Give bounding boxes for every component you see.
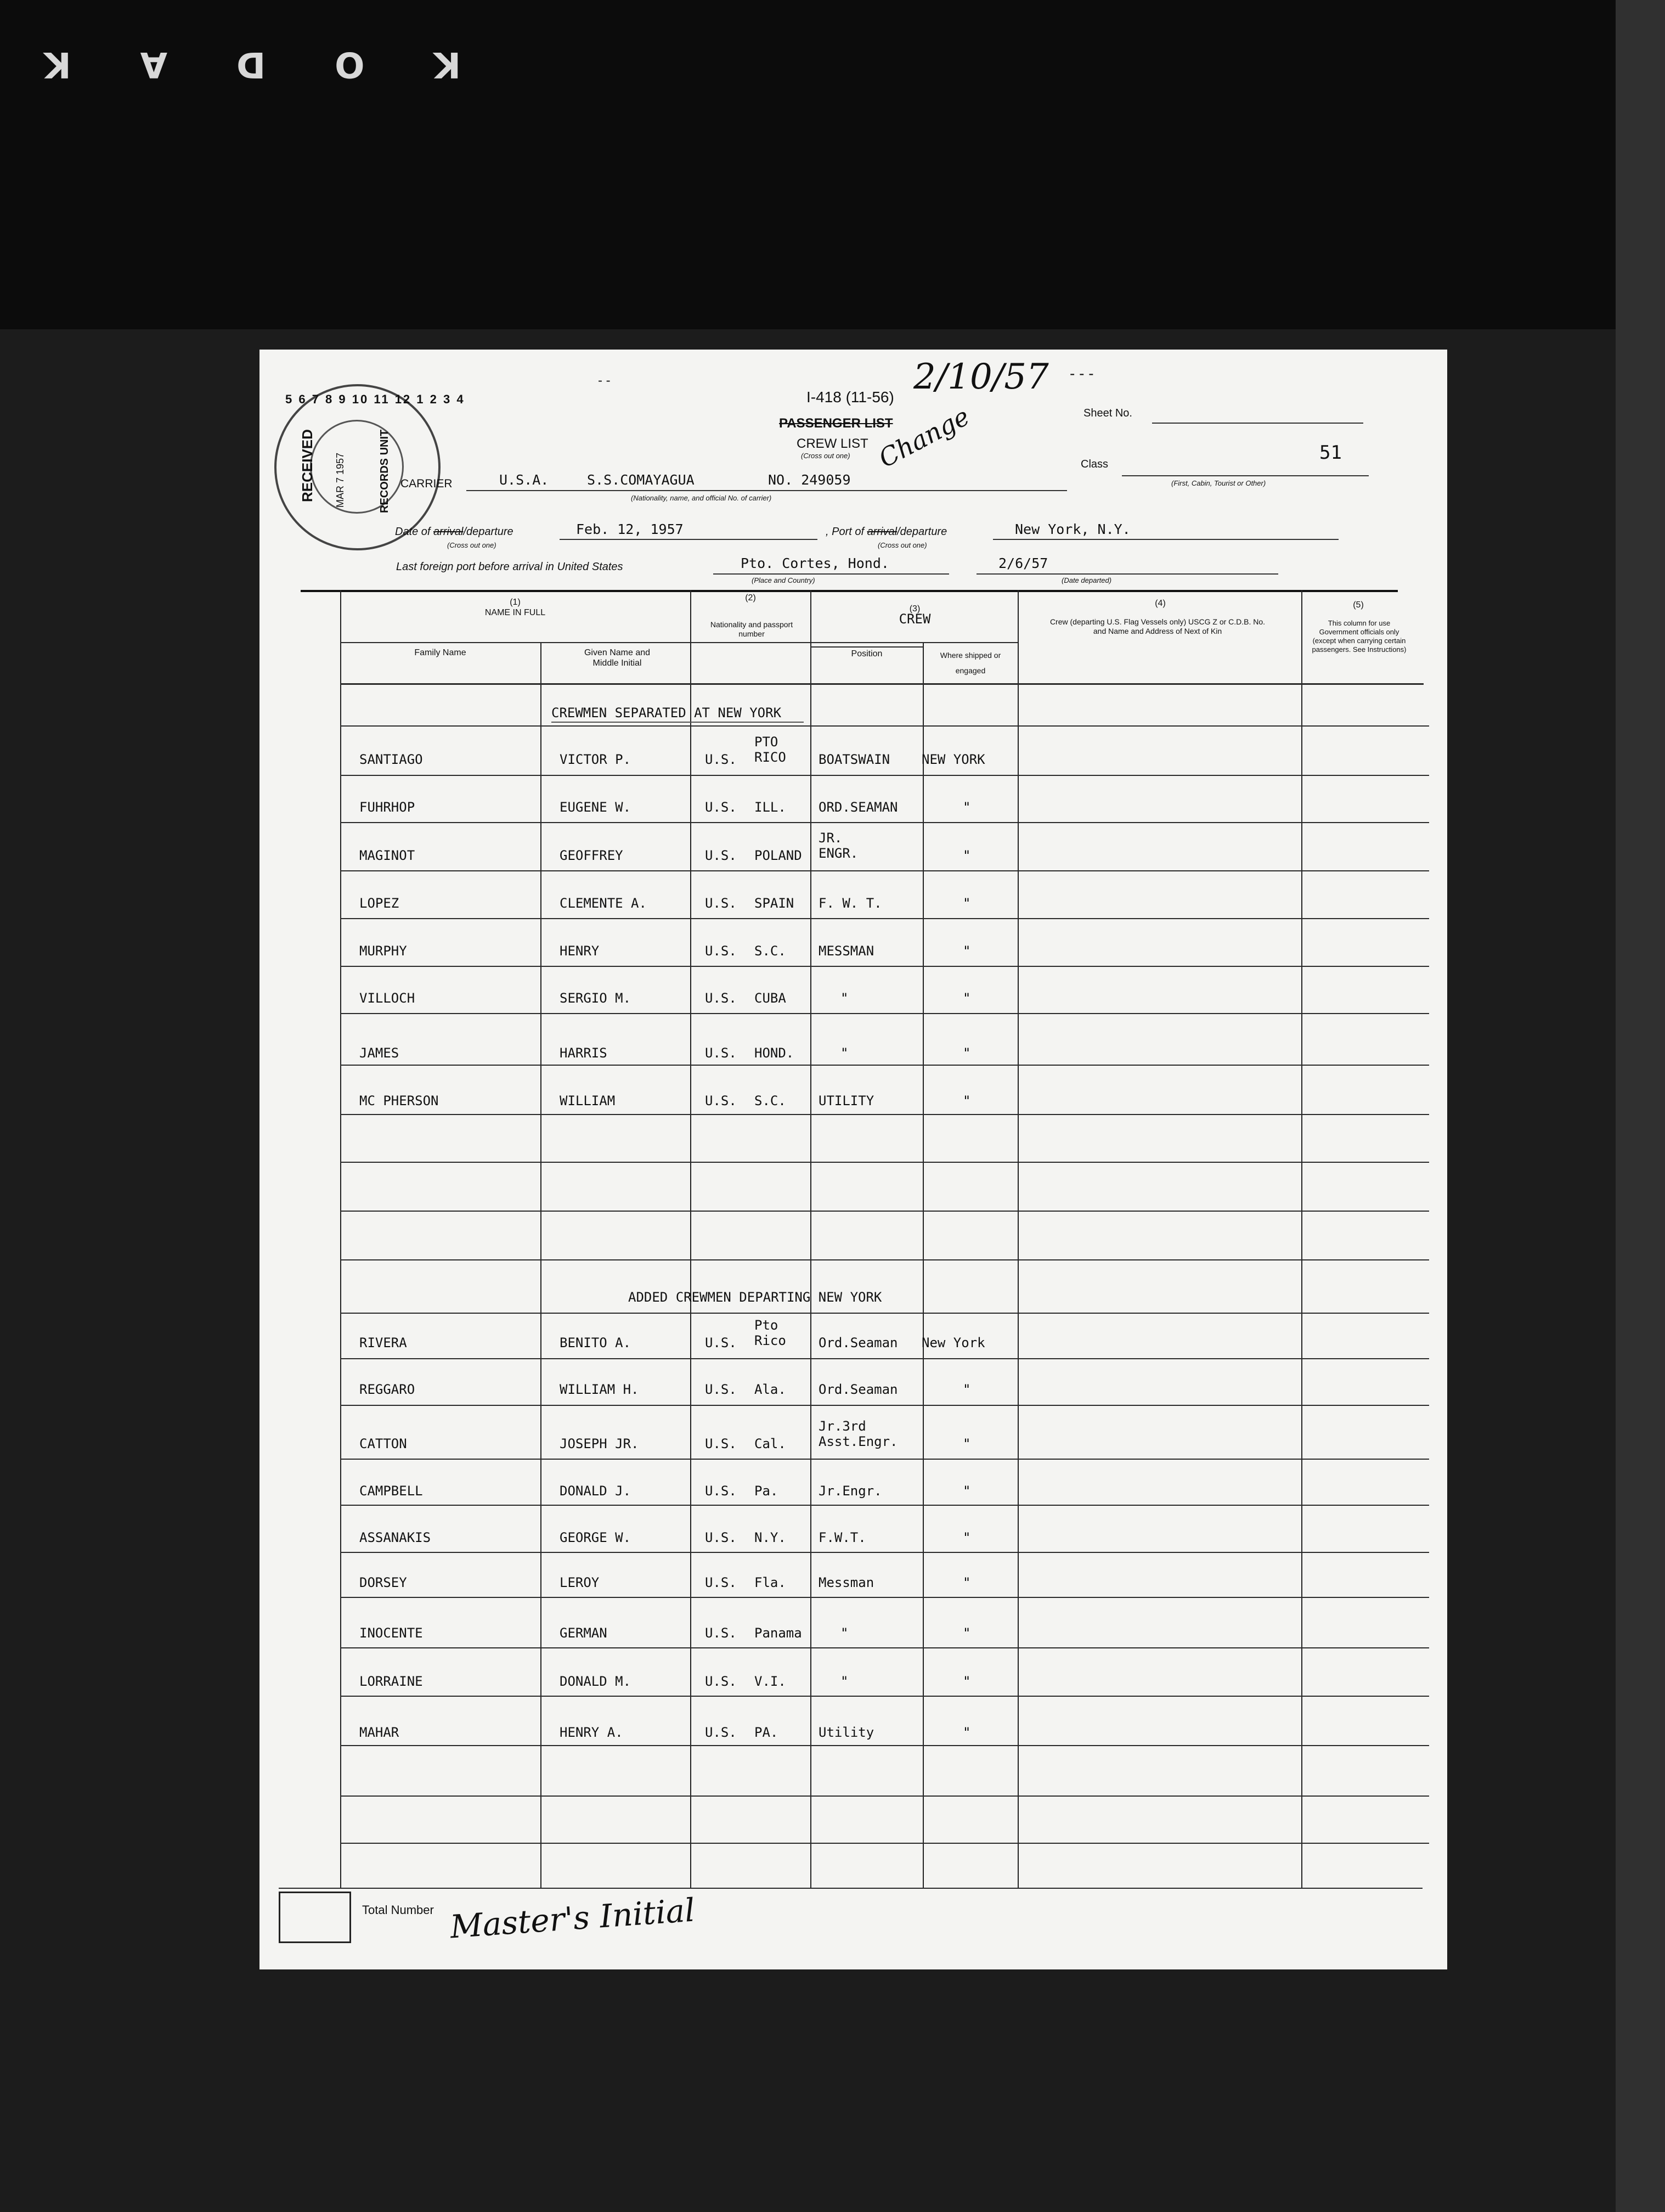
date-label	[395, 526, 513, 538]
row-given: HENRY A.	[560, 1725, 623, 1740]
row-family: MC PHERSON	[359, 1093, 439, 1108]
row-given: WILLIAM H.	[560, 1382, 639, 1397]
row-divider	[340, 1843, 1429, 1844]
last-port-value: Pto. Cortes, Hond.	[741, 555, 889, 571]
row-divider	[340, 1459, 1429, 1460]
row-origin: Pto Rico	[754, 1318, 786, 1348]
col2-number: (2)	[745, 593, 756, 603]
table-header-divider	[340, 642, 1018, 643]
class-note: (First, Cabin, Tourist or Other)	[1171, 479, 1266, 487]
row-given: LEROY	[560, 1575, 600, 1590]
col1-header	[340, 597, 690, 618]
row-origin: Panama	[754, 1625, 802, 1641]
row-given: VICTOR P.	[560, 752, 631, 767]
table-col-line	[690, 590, 691, 1888]
row-where: "	[963, 1530, 971, 1545]
row-given: DONALD M.	[560, 1674, 631, 1689]
class-line	[1122, 475, 1369, 476]
film-brand	[44, 44, 461, 85]
stamp-date: MAR 7 1957	[335, 452, 346, 508]
row-divider	[340, 1114, 1429, 1115]
row-divider	[340, 1358, 1429, 1359]
col3-header	[812, 604, 1018, 627]
section-added-label: ADDED CREWMEN DEPARTING NEW YORK	[628, 1290, 882, 1305]
row-position: "	[840, 990, 849, 1006]
row-nat: U.S.	[705, 1483, 737, 1499]
table-bottom-rule	[279, 1888, 1423, 1889]
carrier-official-no: NO. 249059	[768, 472, 851, 488]
row-position: UTILITY	[819, 1093, 874, 1108]
col5-header	[1303, 600, 1413, 610]
port-value: New York, N.Y.	[1015, 521, 1131, 537]
row-origin: Cal.	[754, 1436, 786, 1451]
row-position: F. W. T.	[819, 896, 882, 911]
row-family: MURPHY	[359, 943, 407, 959]
date-label-a: Date of	[395, 526, 431, 538]
row-family: INOCENTE	[359, 1625, 423, 1641]
row-family: CATTON	[359, 1436, 407, 1451]
table-col-line	[540, 643, 541, 1888]
row-family: LOPEZ	[359, 896, 399, 911]
row-given: SERGIO M.	[560, 990, 631, 1006]
row-family: LORRAINE	[359, 1674, 423, 1689]
row-where: "	[963, 1045, 971, 1061]
row-family: SANTIAGO	[359, 752, 423, 767]
given-name-header: Given Name and Middle Initial	[584, 648, 651, 668]
col4-number: (4)	[1155, 599, 1166, 608]
table-top-rule	[301, 590, 1398, 592]
row-given: EUGENE W.	[560, 800, 631, 815]
col4-title: Crew (departing U.S. Flag Vessels only) USCG Z or C.D.B. No. and Name and Address of Next of Kin	[1049, 617, 1266, 635]
row-divider	[340, 1013, 1429, 1014]
row-nat: U.S.	[705, 896, 737, 911]
brand-letter: A	[140, 44, 168, 85]
row-position: MESSMAN	[819, 943, 874, 959]
row-divider	[340, 1065, 1429, 1066]
row-origin: Fla.	[754, 1575, 786, 1590]
row-divider	[340, 1313, 1429, 1314]
row-position: Ord.Seaman	[819, 1335, 898, 1350]
row-given: WILLIAM	[560, 1093, 616, 1108]
list-title: CREW LIST	[797, 436, 868, 451]
last-port-label: Last foreign port before arrival in United States	[396, 561, 623, 573]
row-position: "	[840, 1045, 849, 1061]
row-divider	[340, 1647, 1429, 1648]
row-origin: HOND.	[754, 1045, 794, 1061]
date-departed-line	[977, 573, 1278, 575]
row-origin: ILL.	[754, 800, 786, 815]
row-position: Utility	[819, 1725, 874, 1740]
port-crossed: arrival	[867, 526, 898, 538]
row-given: GEORGE W.	[560, 1530, 631, 1545]
row-nat: U.S.	[705, 1382, 737, 1397]
row-divider	[340, 822, 1429, 823]
row-origin: CUBA	[754, 990, 786, 1006]
table-col-line	[340, 590, 341, 1888]
row-divider	[340, 1162, 1429, 1163]
class-label: Class	[1081, 458, 1109, 470]
table-col-line	[810, 590, 811, 1888]
section-separated-label: CREWMEN SEPARATED AT NEW YORK	[551, 705, 782, 721]
section-underline	[551, 722, 804, 723]
stamp-unit: RECORDS UNIT	[379, 429, 391, 513]
table-col-line	[923, 643, 924, 1888]
total-number-label: Total Number	[362, 1903, 434, 1917]
row-family: JAMES	[359, 1045, 399, 1061]
table-col-line	[1301, 590, 1302, 1888]
row-position: JR. ENGR.	[819, 830, 859, 861]
family-name-header: Family Name	[414, 648, 466, 657]
brand-letter: D	[236, 44, 266, 85]
port-label-b: /departure	[897, 526, 947, 538]
row-given: HENRY	[560, 943, 600, 959]
row-nat: U.S.	[705, 1093, 737, 1108]
sheet-line	[1152, 423, 1363, 424]
last-port-note: (Place and Country)	[752, 576, 815, 584]
row-divider	[340, 1597, 1429, 1598]
row-given: DONALD J.	[560, 1483, 631, 1499]
crew-header-divider	[810, 646, 923, 648]
row-position: Jr.3rd Asst.Engr.	[819, 1419, 898, 1449]
last-port-line	[713, 573, 949, 575]
carrier-nationality: U.S.A.	[499, 472, 549, 488]
dots: - - -	[1070, 365, 1094, 382]
date-label-b: /departure	[463, 526, 513, 538]
row-position: Ord.Seaman	[819, 1382, 898, 1397]
row-where: "	[963, 896, 971, 911]
row-divider	[340, 966, 1429, 967]
row-position: ORD.SEAMAN	[819, 800, 898, 815]
row-given: HARRIS	[560, 1045, 607, 1061]
col2-header	[692, 593, 809, 603]
row-family: RIVERA	[359, 1335, 407, 1350]
row-nat: U.S.	[705, 752, 737, 767]
sheet-label: Sheet No.	[1083, 407, 1132, 419]
row-divider	[340, 1211, 1429, 1212]
row-origin: V.I.	[754, 1674, 786, 1689]
title-note: (Cross out one)	[801, 452, 850, 460]
row-origin: S.C.	[754, 943, 786, 959]
row-where: "	[963, 1625, 971, 1641]
row-divider	[340, 870, 1429, 871]
row-nat: U.S.	[705, 1575, 737, 1590]
stamp-received: RECEIVED	[299, 429, 315, 502]
row-origin: PTO RICO	[754, 734, 786, 765]
row-given: CLEMENTE A.	[560, 896, 647, 911]
brand-letter: O	[335, 44, 365, 85]
carrier-line	[466, 490, 1067, 491]
brand-letter: K	[44, 44, 71, 85]
carrier-label: CARRIER	[400, 477, 453, 490]
row-where: "	[963, 1674, 971, 1689]
handwritten-date: 2/10/57	[913, 357, 1049, 397]
row-nat: U.S.	[705, 1725, 737, 1740]
row-divider	[340, 1552, 1429, 1553]
row-origin: N.Y.	[754, 1530, 786, 1545]
row-nat: U.S.	[705, 1045, 737, 1061]
date-departed-note: (Date departed)	[1062, 576, 1112, 584]
where-shipped-header: Where shipped or engaged	[940, 651, 1001, 675]
crossed-title: PASSENGER LIST	[779, 416, 893, 431]
total-number-box[interactable]	[279, 1892, 351, 1943]
table-header-bottom	[340, 683, 1424, 685]
row-nat: U.S.	[705, 943, 737, 959]
port-line	[993, 539, 1339, 540]
row-nat: U.S.	[705, 1530, 737, 1545]
row-divider	[340, 1696, 1429, 1697]
row-divider	[340, 1405, 1429, 1406]
date-note: (Cross out one)	[447, 541, 496, 549]
top-marks: - -	[598, 373, 611, 388]
sheet-number: 51	[1319, 442, 1342, 464]
row-where: "	[963, 1725, 971, 1740]
row-family: MAGINOT	[359, 848, 415, 863]
row-where: New York	[922, 1335, 985, 1350]
row-given: GERMAN	[560, 1625, 607, 1641]
row-family: ASSANAKIS	[359, 1530, 431, 1545]
row-family: CAMPBELL	[359, 1483, 423, 1499]
row-divider	[340, 1745, 1429, 1746]
row-where: "	[963, 800, 971, 815]
row-family: MAHAR	[359, 1725, 399, 1740]
row-where: "	[963, 990, 971, 1006]
row-family: DORSEY	[359, 1575, 407, 1590]
row-origin: POLAND	[754, 848, 802, 863]
row-family: VILLOCH	[359, 990, 415, 1006]
row-divider	[340, 775, 1429, 776]
row-family: REGGARO	[359, 1382, 415, 1397]
table-col-line	[1018, 590, 1019, 1888]
row-origin: S.C.	[754, 1093, 786, 1108]
row-divider	[340, 725, 1429, 727]
row-origin: Pa.	[754, 1483, 778, 1499]
row-where: "	[963, 1382, 971, 1397]
row-divider	[340, 1796, 1429, 1797]
row-nat: U.S.	[705, 1625, 737, 1641]
row-divider	[340, 1505, 1429, 1506]
col1-title: NAME IN FULL	[484, 608, 546, 617]
date-crossed: arrival	[433, 526, 464, 538]
col5-number: (5)	[1353, 600, 1364, 610]
row-given: GEOFFREY	[560, 848, 623, 863]
row-given: JOSEPH JR.	[560, 1436, 639, 1451]
port-label-a: , Port of	[826, 526, 865, 538]
row-where: NEW YORK	[922, 752, 985, 767]
film-border-side	[1616, 0, 1665, 2212]
row-position: "	[840, 1625, 849, 1641]
row-position: "	[840, 1674, 849, 1689]
row-nat: U.S.	[705, 800, 737, 815]
port-note: (Cross out one)	[878, 541, 927, 549]
master-signature: Master's Initial	[449, 1891, 696, 1946]
form-number: I-418 (11-56)	[806, 389, 894, 406]
col5-title: This column for use Government officials only (except when carrying certain passengers. See Instructions)	[1312, 619, 1407, 654]
handwritten-change: Change	[873, 401, 974, 474]
row-origin: PA.	[754, 1725, 778, 1740]
row-nat: U.S.	[705, 848, 737, 863]
row-nat: U.S.	[705, 990, 737, 1006]
row-nat: U.S.	[705, 1674, 737, 1689]
col2-title: Nationality and passport number	[710, 620, 793, 638]
stamp-ring-numbers: 5 6 7 8 9 10 11 12 1 2 3 4	[285, 392, 465, 406]
row-family: FUHRHOP	[359, 800, 415, 815]
row-position: F.W.T.	[819, 1530, 866, 1545]
date-line	[560, 539, 817, 540]
carrier-note: (Nationality, name, and official No. of carrier)	[631, 494, 772, 502]
row-origin: SPAIN	[754, 896, 794, 911]
row-divider	[340, 918, 1429, 919]
col3-number: (3)	[909, 604, 921, 613]
row-nat: U.S.	[705, 1335, 737, 1350]
row-position: Messman	[819, 1575, 874, 1590]
row-where: "	[963, 848, 971, 863]
row-where: "	[963, 1436, 971, 1451]
date-value: Feb. 12, 1957	[576, 521, 684, 537]
brand-letter: K	[433, 44, 461, 85]
row-position: BOATSWAIN	[819, 752, 890, 767]
row-origin: Ala.	[754, 1382, 786, 1397]
row-where: "	[963, 1575, 971, 1590]
row-where: "	[963, 1093, 971, 1108]
row-given: BENITO A.	[560, 1335, 631, 1350]
row-divider	[340, 1259, 1429, 1260]
col4-header	[1020, 598, 1300, 609]
port-label	[826, 526, 947, 538]
col3-title: CREW	[899, 611, 931, 627]
row-where: "	[963, 943, 971, 959]
carrier-name: S.S.COMAYAGUA	[587, 472, 695, 488]
row-position: Jr.Engr.	[819, 1483, 882, 1499]
position-header: Position	[851, 649, 883, 658]
row-where: "	[963, 1483, 971, 1499]
date-departed-value: 2/6/57	[998, 555, 1048, 571]
col1-number: (1)	[510, 598, 521, 607]
row-nat: U.S.	[705, 1436, 737, 1451]
